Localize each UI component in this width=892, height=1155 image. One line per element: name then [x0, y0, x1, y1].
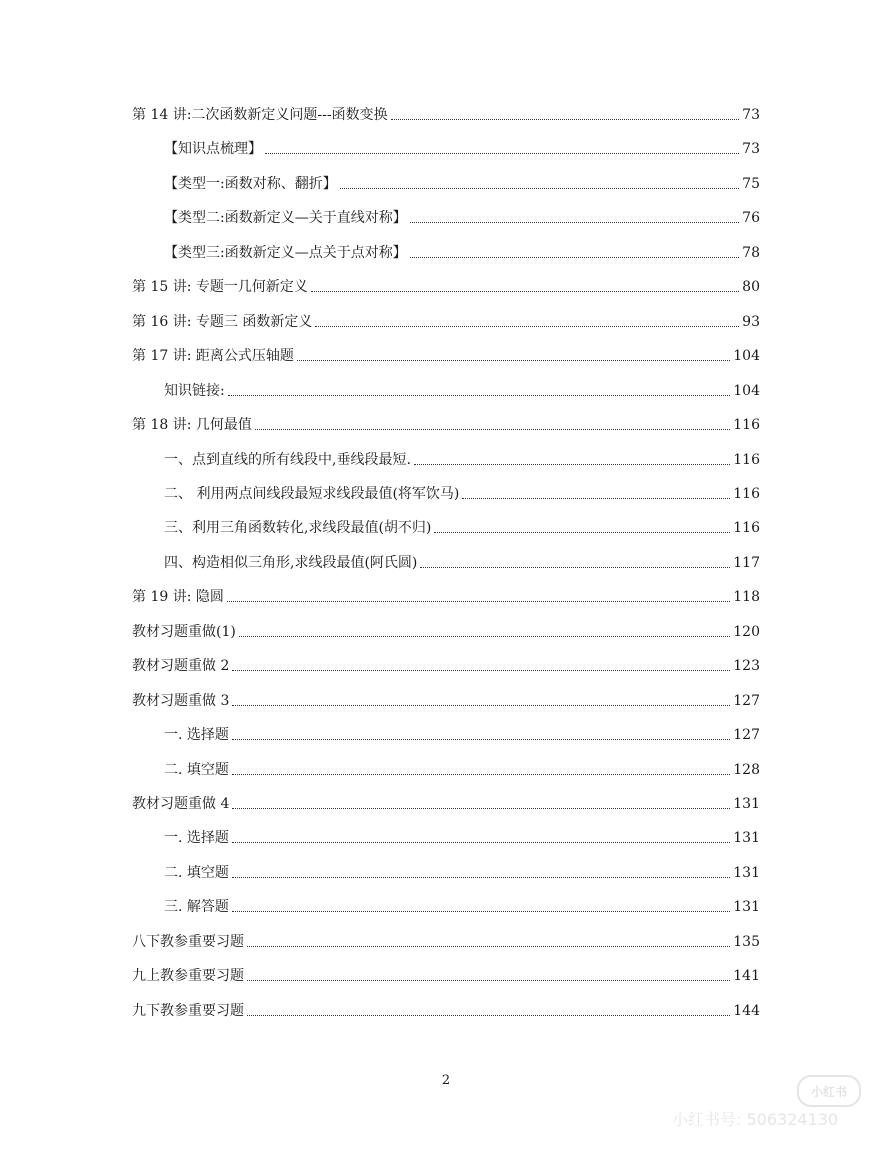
dot-leader — [410, 222, 739, 223]
toc-entry-page: 131 — [733, 865, 760, 881]
toc-entry-title: 八下教参重要习题 — [132, 934, 244, 950]
dot-leader — [434, 532, 730, 533]
toc-entry-page: 117 — [733, 555, 760, 571]
toc-entry — [164, 761, 760, 779]
watermark-logo: 小红书 — [797, 1075, 861, 1107]
dot-leader — [315, 326, 739, 327]
dot-leader — [232, 808, 730, 809]
toc-entry-title: 【知识点梳理】 — [164, 141, 262, 157]
toc-entry — [164, 209, 760, 227]
toc-entry — [132, 933, 760, 951]
toc-entry-page: 127 — [733, 727, 760, 743]
toc-entry-page: 131 — [733, 830, 760, 846]
toc-entry-page: 78 — [742, 245, 760, 261]
dot-leader — [297, 360, 730, 361]
toc-entry-page: 120 — [733, 624, 760, 640]
toc-entry — [132, 313, 760, 331]
toc-entry-title: 教材习题重做 4 — [132, 796, 230, 812]
toc-entry-title: 教材习题重做(1) — [132, 624, 236, 640]
toc-entry-title: 九下教参重要习题 — [132, 1003, 244, 1019]
toc-entry — [164, 829, 760, 847]
dot-leader — [391, 119, 740, 120]
toc-entry-page: 104 — [733, 348, 760, 364]
dot-leader — [247, 980, 730, 981]
dot-leader — [232, 842, 730, 843]
toc-entry-title: 二. 填空题 — [164, 865, 229, 881]
toc-entry — [164, 519, 760, 537]
toc-entry-title: 四、构造相似三角形,求线段最值(阿氏圆) — [164, 555, 418, 571]
toc-entry — [132, 278, 760, 296]
toc-entry — [132, 1002, 760, 1020]
toc-entry — [164, 140, 760, 158]
toc-entry-title: 九上教参重要习题 — [132, 968, 244, 984]
dot-leader — [247, 1015, 730, 1016]
toc-entry-title: 第 14 讲:二次函数新定义问题---函数变换 — [132, 107, 388, 123]
toc-entry — [132, 623, 760, 641]
dot-leader — [232, 705, 730, 706]
toc-entry-page: 118 — [733, 589, 760, 605]
toc-entry-page: 73 — [742, 141, 760, 157]
toc-entry-title: 二、 利用两点间线段最短求线段最值(将军饮马) — [164, 486, 460, 502]
toc-entry — [132, 416, 760, 434]
toc-entry-title: 教材习题重做 3 — [132, 693, 230, 709]
toc-entry — [164, 244, 760, 262]
toc-entry — [164, 382, 760, 400]
toc-entry — [164, 175, 760, 193]
toc-entry — [164, 726, 760, 744]
dot-leader — [340, 188, 739, 189]
toc-entry-page: 93 — [742, 314, 760, 330]
toc-entry-page: 131 — [733, 796, 760, 812]
dot-leader — [420, 567, 730, 568]
toc-entry — [132, 657, 760, 675]
toc-entry-title: 一、点到直线的所有线段中,垂线段最短. — [164, 452, 411, 468]
dot-leader — [414, 464, 730, 465]
toc-entry-title: 第 16 讲: 专题三 函数新定义 — [132, 314, 313, 330]
toc-entry-page: 75 — [742, 176, 760, 192]
toc-entry-page: 116 — [733, 520, 760, 536]
toc-entry-page: 135 — [733, 934, 760, 950]
dot-leader — [255, 429, 730, 430]
dot-leader — [247, 946, 730, 947]
toc-entry-page: 104 — [733, 383, 760, 399]
dot-leader — [265, 153, 739, 154]
toc-entry-page: 116 — [733, 417, 760, 433]
toc-entry-page: 123 — [733, 658, 760, 674]
toc-entry — [132, 692, 760, 710]
watermark-text: 小红书号: 506324130 — [672, 1110, 839, 1129]
dot-leader — [232, 774, 730, 775]
toc-entry — [164, 864, 760, 882]
toc-entry — [132, 347, 760, 365]
toc-entry — [164, 451, 760, 469]
toc-entry-page: 131 — [733, 899, 760, 915]
toc-entry — [132, 967, 760, 985]
toc-entry-page: 73 — [742, 107, 760, 123]
toc-entry-page: 141 — [733, 968, 760, 984]
toc-entry-title: 三. 解答题 — [164, 899, 229, 915]
dot-leader — [239, 636, 730, 637]
toc-entry-title: 第 18 讲: 几何最值 — [132, 417, 252, 433]
dot-leader — [311, 291, 739, 292]
toc-entry-title: 第 19 讲: 隐圆 — [132, 589, 224, 605]
toc-entry-page: 80 — [742, 279, 760, 295]
toc-entry-title: 教材习题重做 2 — [132, 658, 230, 674]
toc-entry-title: 二. 填空题 — [164, 762, 229, 778]
toc-entry-title: 三、利用三角函数转化,求线段最值(胡不归) — [164, 520, 432, 536]
dot-leader — [232, 739, 730, 740]
toc-entry-title: 第 15 讲: 专题一几何新定义 — [132, 279, 308, 295]
toc-entry-page: 127 — [733, 693, 760, 709]
toc-entry — [164, 485, 760, 503]
dot-leader — [232, 911, 730, 912]
toc-entry-title: 知识链接: — [164, 383, 225, 399]
toc-entry — [132, 795, 760, 813]
toc-entry-title: 【类型三:函数新定义—点关于点对称】 — [164, 245, 407, 261]
toc-entry — [132, 106, 760, 124]
toc-entry-page: 144 — [733, 1003, 760, 1019]
toc-entry-page: 76 — [742, 210, 760, 226]
toc-entry-title: 一. 选择题 — [164, 830, 229, 846]
dot-leader — [227, 601, 730, 602]
toc-entry — [132, 588, 760, 606]
dot-leader — [232, 670, 730, 671]
toc-entry-page: 116 — [733, 452, 760, 468]
page-number: 2 — [441, 1073, 451, 1088]
dot-leader — [232, 877, 730, 878]
toc-entry-title: 第 17 讲: 距离公式压轴题 — [132, 348, 294, 364]
toc-entry — [164, 554, 760, 572]
dot-leader — [410, 257, 739, 258]
dot-leader — [228, 395, 731, 396]
toc-entry-page: 128 — [733, 762, 760, 778]
toc-entry — [164, 898, 760, 916]
toc-entry-title: 【类型二:函数新定义—关于直线对称】 — [164, 210, 407, 226]
dot-leader — [462, 498, 730, 499]
toc-entry-title: 一. 选择题 — [164, 727, 229, 743]
toc-entry-title: 【类型一:函数对称、翻折】 — [164, 176, 337, 192]
toc-entry-page: 116 — [733, 486, 760, 502]
